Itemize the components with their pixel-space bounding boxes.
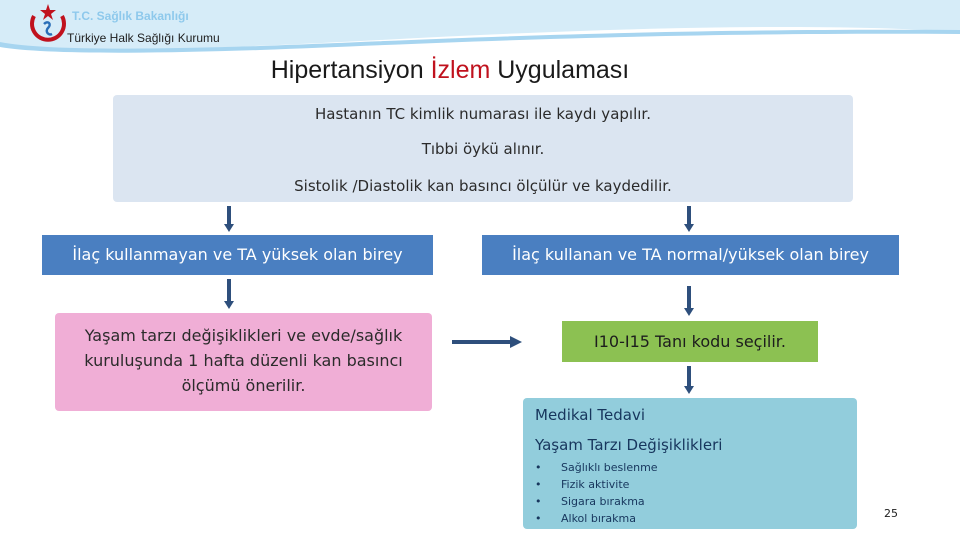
no-medication-condition-box: İlaç kullanmayan ve TA yüksek olan birey xyxy=(42,235,433,275)
medical-treatment-heading: Medikal Tedavi xyxy=(535,406,646,424)
registration-step-2: Tıbbi öykü alınır. xyxy=(421,140,545,158)
org-subtitle: Türkiye Halk Sağlığı Kurumu xyxy=(67,31,220,45)
ministry-logo-icon xyxy=(26,2,70,46)
page-number: 25 xyxy=(884,507,898,520)
arrow-down-icon xyxy=(684,366,694,394)
arrow-down-icon xyxy=(224,206,234,232)
title-part-1: Hipertansiyon xyxy=(270,56,431,84)
title-highlight: İzlem xyxy=(430,56,491,84)
page-title xyxy=(0,56,900,85)
registration-step-3: Sistolik /Diastolik kan basıncı ölçülür ve kaydedilir. xyxy=(294,177,672,195)
advice-line-2: kuruluşunda 1 hafta düzenli kan basıncı xyxy=(84,351,403,370)
list-item: • Sağlıklı beslenme xyxy=(535,459,658,476)
list-item: • Sigara bırakma xyxy=(535,493,658,510)
list-item: • Fizik aktivite xyxy=(535,476,658,493)
arrow-right-icon xyxy=(452,335,522,349)
advice-line-3: ölçümü önerilir. xyxy=(181,376,306,395)
treatment-box xyxy=(523,398,857,529)
lifestyle-list xyxy=(535,459,658,527)
org-title: T.C. Sağlık Bakanlığı xyxy=(72,9,189,23)
advice-line-1: Yaşam tarzı değişiklikleri ve evde/sağlık xyxy=(84,326,403,345)
lifestyle-changes-heading: Yaşam Tarzı Değişiklikleri xyxy=(535,436,723,454)
list-item: • Alkol bırakma xyxy=(535,510,658,527)
arrow-down-icon xyxy=(684,206,694,232)
arrow-down-icon xyxy=(684,286,694,316)
registration-box xyxy=(113,95,853,202)
medication-condition-box: İlaç kullanan ve TA normal/yüksek olan birey xyxy=(482,235,899,275)
lifestyle-advice-box xyxy=(55,313,432,411)
registration-step-1: Hastanın TC kimlik numarası ile kaydı yapılır. xyxy=(315,105,651,123)
diagnosis-code-box: I10-I15 Tanı kodu seçilir. xyxy=(562,321,818,362)
arrow-down-icon xyxy=(224,279,234,309)
title-part-2: Uygulaması xyxy=(490,56,630,84)
